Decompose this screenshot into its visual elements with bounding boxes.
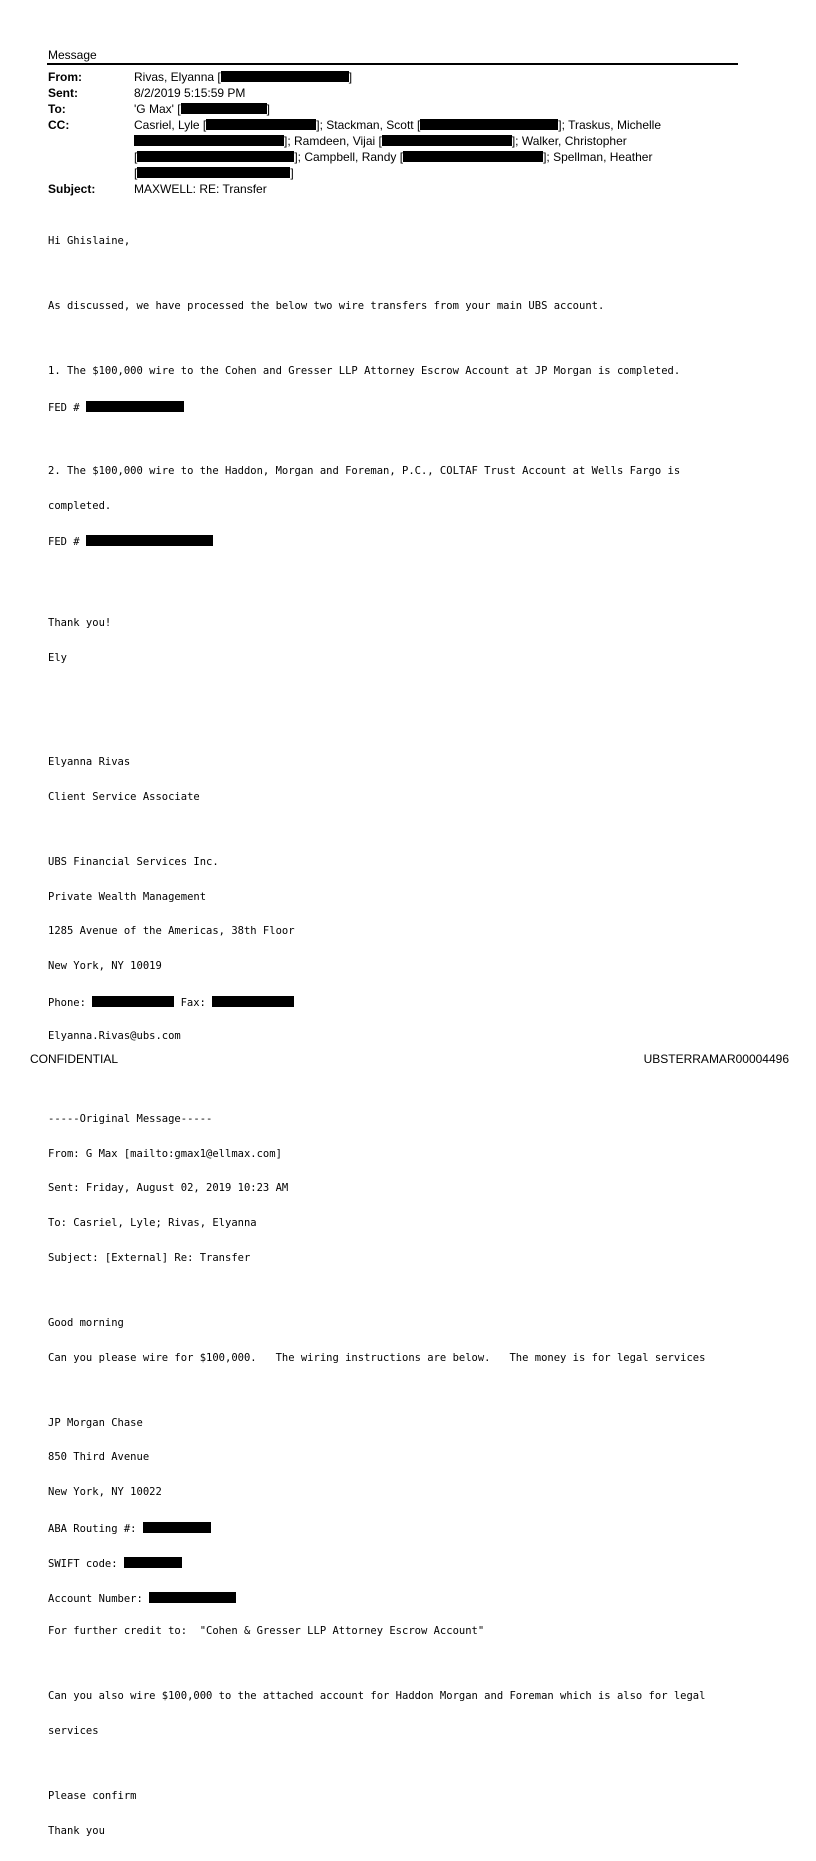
also-wire-line-1: Can you also wire $100,000 to the attached account for Haddon Morgan and Foreman which is also for legal	[48, 1690, 706, 1703]
swift-code: SWIFT code:	[48, 1557, 788, 1569]
bates-number: UBSTERRAMAR00004496	[643, 1052, 789, 1066]
original-to: To: Casriel, Lyle; Rivas, Elyanna	[48, 1217, 257, 1230]
wire-item-1: 1. The $100,000 wire to the Cohen and Gresser LLP Attorney Escrow Account at JP Morgan is completed.	[48, 365, 681, 378]
signature-email: Elyanna.Rivas@ubs.com	[48, 1029, 181, 1042]
cc-value-line-1: Casriel, Lyle [ ]; Stackman, Scott [ ]; Traskus, Michelle	[134, 118, 661, 132]
wire-item-2: 2. The $100,000 wire to the Haddon, Morgan and Foreman, P.C., COLTAF Trust Account at Wells Fargo is	[48, 464, 681, 477]
cc-value-line-4: [ ]	[134, 166, 294, 180]
also-wire-line-2: services	[48, 1725, 99, 1738]
original-divider: -----Original Message-----	[48, 1112, 213, 1125]
redaction-block	[143, 1522, 211, 1533]
original-subject: Subject: [External] Re: Transfer	[48, 1251, 251, 1264]
cc-value-line-3: [ ]; Campbell, Randy [ ]; Spellman, Heather	[134, 150, 653, 164]
redaction-block	[137, 151, 294, 162]
fed-line-2: FED #	[48, 535, 788, 547]
sent-label: Sent:	[48, 86, 79, 100]
account-number: Account Number:	[48, 1592, 788, 1604]
subject-label: Subject:	[48, 182, 96, 196]
signature-company: UBS Financial Services Inc.	[48, 855, 219, 868]
email-body	[48, 213, 788, 1861]
original-thank-you: Thank you	[48, 1824, 105, 1837]
redaction-block	[149, 1592, 236, 1603]
redaction-block	[382, 135, 512, 146]
to-label: To:	[48, 102, 66, 116]
intro-text: As discussed, we have processed the below two wire transfers from your main UBS account.	[48, 300, 605, 313]
wire-item-2-cont: completed.	[48, 499, 112, 512]
greeting: Hi Ghislaine,	[48, 235, 131, 248]
redaction-block	[420, 119, 558, 130]
signature-phone-fax: Phone: Fax:	[48, 996, 788, 1008]
original-from: From: G Max [mailto:gmax1@ellmax.com]	[48, 1147, 282, 1160]
redaction-block	[92, 996, 174, 1007]
redaction-block	[181, 103, 267, 114]
signature-name: Elyanna Rivas	[48, 756, 131, 769]
from-value: Rivas, Elyanna [ ]	[134, 70, 353, 84]
bank-address-1: 850 Third Avenue	[48, 1451, 150, 1464]
original-greeting: Good morning	[48, 1316, 124, 1329]
signature-address-1: 1285 Avenue of the Americas, 38th Floor	[48, 925, 295, 938]
please-confirm: Please confirm	[48, 1790, 137, 1803]
cc-value-line-2: ]; Ramdeen, Vijai [ ]; Walker, Christopher	[134, 133, 627, 149]
original-request: Can you please wire for $100,000. The wiring instructions are below. The money is for legal services	[48, 1351, 706, 1364]
redaction-block	[137, 167, 290, 178]
cc-label: CC:	[48, 118, 70, 132]
header-divider	[47, 63, 738, 65]
bank-address-2: New York, NY 10022	[48, 1486, 162, 1499]
redaction-block	[134, 135, 284, 146]
from-label: From:	[48, 70, 82, 84]
redaction-block	[86, 401, 184, 412]
redaction-block	[86, 535, 213, 546]
sign-off: Ely	[48, 652, 67, 665]
further-credit: For further credit to: "Cohen & Gresser LLP Attorney Escrow Account"	[48, 1625, 485, 1638]
confidential-label: CONFIDENTIAL	[30, 1052, 119, 1066]
thanks-text: Thank you!	[48, 617, 112, 630]
signature-division: Private Wealth Management	[48, 890, 207, 903]
original-sent: Sent: Friday, August 02, 2019 10:23 AM	[48, 1182, 289, 1195]
to-value: 'G Max' [ ]	[134, 102, 270, 116]
aba-routing: ABA Routing #:	[48, 1522, 788, 1534]
signature-address-2: New York, NY 10019	[48, 960, 162, 973]
signature-title: Client Service Associate	[48, 790, 200, 803]
redaction-block	[124, 1557, 182, 1568]
bank-name: JP Morgan Chase	[48, 1416, 143, 1429]
redaction-block	[206, 119, 316, 130]
redaction-block	[212, 996, 294, 1007]
redaction-block	[221, 71, 349, 82]
message-label: Message	[48, 48, 97, 62]
fed-line-1: FED #	[48, 401, 788, 413]
redaction-block	[403, 151, 543, 162]
sent-value: 8/2/2019 5:15:59 PM	[134, 86, 246, 100]
subject-value: MAXWELL: RE: Transfer	[134, 182, 267, 196]
